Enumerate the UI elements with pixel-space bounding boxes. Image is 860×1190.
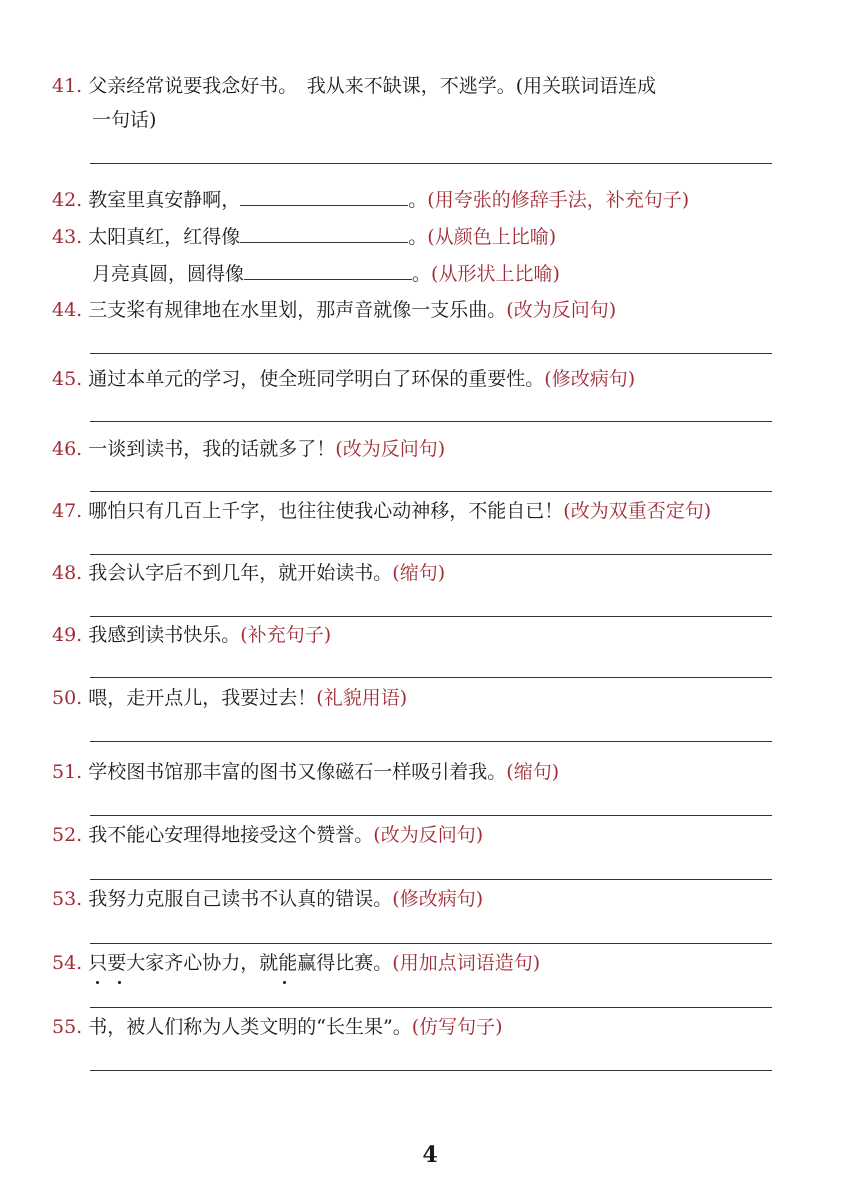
fill-blank[interactable]: [240, 218, 408, 243]
question-text: 月亮真圆，圆得像: [92, 263, 245, 285]
question-number: 50.: [52, 687, 83, 709]
question-text: 哪怕只有几百上千字，也往往使我心动神移，不能自已！: [88, 500, 564, 522]
question-51: [52, 754, 782, 790]
question-text: 我感到读书快乐。: [88, 624, 241, 646]
emphasis-dot: [118, 981, 121, 984]
fill-blank[interactable]: [240, 181, 408, 206]
answer-line[interactable]: [90, 491, 772, 492]
question-text: 父亲经常说要我念好书。 我从来不缺课，不逃学。(用关联词语连成: [88, 75, 657, 97]
question-43-part2: [92, 255, 822, 292]
answer-line[interactable]: [90, 163, 772, 164]
question-text-end: 。: [408, 189, 428, 211]
question-45: [52, 361, 782, 397]
question-hint: (补充句子): [240, 624, 332, 646]
emphasis-dot: [283, 981, 286, 984]
question-hint: (改为反问句): [335, 438, 446, 460]
question-hint: (修改病句): [392, 888, 484, 910]
question-hint: (改为反问句): [373, 824, 484, 846]
question-hint: (用加点词语造句): [392, 952, 541, 974]
question-number: 51.: [52, 761, 83, 783]
question-text: 教室里真安静啊，: [88, 189, 241, 211]
question-hint: (仿写句子): [411, 1016, 503, 1038]
question-text: 书，被人们称为人类文明的“长生果”。: [88, 1016, 412, 1038]
question-number: 41.: [52, 75, 83, 97]
answer-line[interactable]: [90, 943, 772, 944]
question-number: 44.: [52, 299, 83, 321]
question-hint: (改为双重否定句): [563, 500, 712, 522]
question-52: [52, 817, 782, 853]
question-hint: (缩句): [506, 761, 560, 783]
page-number: 4: [422, 1142, 438, 1168]
question-text: 学校图书馆那丰富的图书又像磁石一样吸引着我。: [88, 761, 507, 783]
question-text: 我会认字后不到几年，就开始读书。: [88, 562, 393, 584]
question-text: 只要大家齐心协力，就能赢得比赛。: [88, 952, 393, 974]
question-50: [52, 680, 782, 716]
question-text: 我努力克服自己读书不认真的错误。: [88, 888, 393, 910]
question-number: 52.: [52, 824, 83, 846]
emphasis-dot: [96, 981, 99, 984]
question-hint: (用夸张的修辞手法，补充句子): [427, 189, 690, 211]
question-49: [52, 617, 782, 653]
question-text: 一谈到读书，我的话就多了！: [88, 438, 336, 460]
answer-line[interactable]: [90, 879, 772, 880]
question-55: [52, 1009, 782, 1045]
question-47: [52, 493, 782, 529]
question-42: [52, 181, 782, 218]
answer-line[interactable]: [90, 815, 772, 816]
question-number: 49.: [52, 624, 83, 646]
question-number: 46.: [52, 438, 83, 460]
question-text: 三支桨有规律地在水里划，那声音就像一支乐曲。: [88, 299, 507, 321]
question-hint: (缩句): [392, 562, 446, 584]
question-text: 喂，走开点儿，我要过去！: [88, 687, 317, 709]
answer-line[interactable]: [90, 677, 772, 678]
question-number: 48.: [52, 562, 83, 584]
question-41: [52, 68, 782, 104]
question-number: 53.: [52, 888, 83, 910]
question-44: [52, 292, 782, 328]
question-number: 54.: [52, 952, 83, 974]
question-43: [52, 218, 782, 255]
question-hint: (改为反问句): [506, 299, 617, 321]
question-number: 47.: [52, 500, 83, 522]
answer-line[interactable]: [90, 1007, 772, 1008]
fill-blank[interactable]: [244, 255, 412, 280]
question-number: 45.: [52, 368, 83, 390]
answer-line[interactable]: [90, 353, 772, 354]
question-text: 通过本单元的学习，使全班同学明白了环保的重要性。: [88, 368, 545, 390]
question-46: [52, 431, 782, 467]
question-hint: (修改病句): [544, 368, 636, 390]
question-48: [52, 555, 782, 591]
question-text: 我不能心安理得地接受这个赞誉。: [88, 824, 374, 846]
answer-line[interactable]: [90, 421, 772, 422]
question-text-end: 。: [412, 263, 432, 285]
question-hint: (从形状上比喻): [431, 263, 560, 285]
answer-line[interactable]: [90, 741, 772, 742]
question-number: 43.: [52, 226, 83, 248]
question-41-continuation: 一句话): [92, 109, 157, 131]
question-hint: (礼貌用语): [316, 687, 408, 709]
question-hint: (从颜色上比喻): [427, 226, 557, 248]
question-53: [52, 881, 782, 917]
question-54: [52, 945, 782, 981]
question-text-end: 。: [408, 226, 428, 248]
question-number: 55.: [52, 1016, 83, 1038]
answer-line[interactable]: [90, 1070, 772, 1071]
question-number: 42.: [52, 189, 83, 211]
question-text: 太阳真红，红得像: [88, 226, 241, 248]
